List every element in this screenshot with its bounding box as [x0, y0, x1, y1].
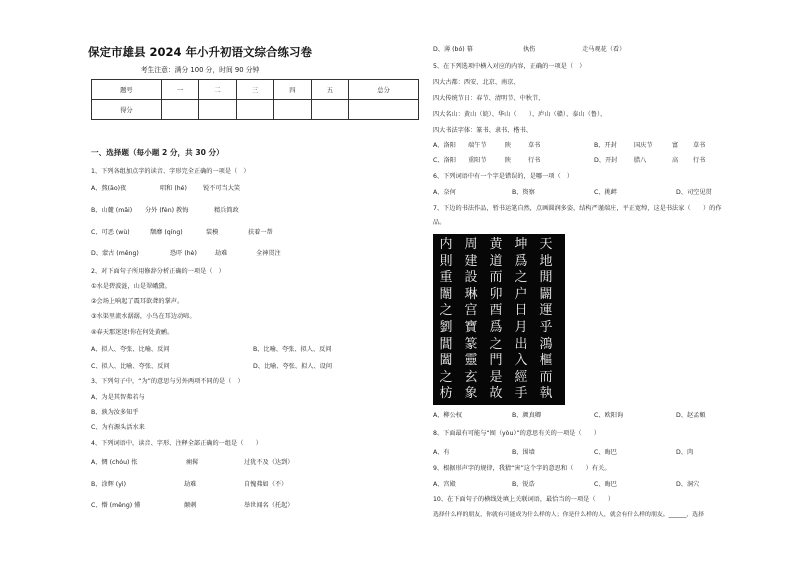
table-cell: 四	[274, 80, 311, 100]
q2-option-c[interactable]: C、拟人、比喻、夸张、反问	[91, 363, 170, 370]
calligraphy-character: 門	[489, 353, 503, 369]
q7-option-b[interactable]: B、颜真卿	[512, 412, 541, 419]
question-8-stem: 8、下面最有可能与“囿（yòu）”的意思有关的一项是（ ）	[433, 430, 601, 437]
q2-option-a[interactable]: A、拟人、夸张、比喻、反问	[91, 346, 170, 353]
exam-notice: 考生注意：满分 100 分，时间 90 分钟	[140, 66, 260, 74]
calligraphy-character: 入	[514, 353, 528, 369]
calligraphy-character: 重	[439, 270, 453, 286]
calligraphy-character: 内	[439, 237, 453, 252]
question-3-stem: 3、下列句子中，“为”的意思与另外两项不同的是（ ）	[91, 378, 244, 385]
calligraphy-character: 手	[514, 386, 528, 402]
score-cell[interactable]	[274, 100, 311, 120]
question-2-stem: 2、对下面句子所用修辞分析正确的一项是（ ）	[91, 268, 225, 275]
calligraphy-character: 鴻	[539, 336, 553, 352]
calligraphy-character: 月	[514, 320, 528, 335]
page-title: 保定市雄县 2024 年小升初语文综合练习卷	[87, 45, 312, 59]
q2-sentence: ②会场上响起了震耳欲聋的掌声。	[91, 298, 184, 305]
q2-option-d[interactable]: D、比喻、夸张、拟人、设问	[253, 363, 333, 370]
q8-option-b[interactable]: B、围墙	[512, 449, 535, 456]
q3-option-b[interactable]: B、孰为汝多知乎	[91, 409, 139, 416]
table-cell: 一	[161, 80, 198, 100]
calligraphy-character: 之	[489, 336, 503, 352]
q5-option-c-part: 重阳节	[468, 157, 487, 164]
q1-option-a-part: 锐不可当大笑	[203, 185, 241, 192]
table-cell: 题号	[92, 80, 162, 100]
q9-option-b[interactable]: B、锐诰	[512, 481, 535, 488]
calligraphy-character: 酉	[489, 303, 503, 319]
q1-option-c[interactable]: C、可恶 (wù)	[91, 229, 130, 236]
q5-option-a[interactable]: A、洛阳	[433, 142, 456, 149]
calligraphy-character: 坤	[514, 237, 528, 252]
calligraphy-character: 爲	[489, 320, 503, 335]
q8-option-c[interactable]: C、晦巴	[594, 449, 617, 456]
q4-option-a-part: 过犹不及（达到）	[244, 459, 294, 466]
calligraphy-character: 故	[489, 386, 503, 402]
calligraphy-character: 枋	[439, 386, 453, 402]
q1-option-d-part: 恐吓 (hè)	[170, 250, 197, 257]
calligraphy-character: 閶	[439, 336, 453, 352]
q5-option-a-part: 端午节	[468, 142, 487, 149]
calligraphy-character: 而	[539, 369, 553, 385]
q5-option-b-part: 富	[672, 142, 679, 149]
calligraphy-character: 經	[514, 369, 528, 385]
q4-option-b-part: 自愧弗如（不）	[244, 481, 288, 488]
calligraphy-character: 地	[539, 253, 553, 269]
q4-option-a-part: 痈髯	[186, 459, 199, 466]
q7-option-d[interactable]: D、赵孟頫	[676, 412, 706, 419]
calligraphy-character: 之	[439, 369, 453, 385]
q9-option-a[interactable]: A、宫殿	[433, 481, 456, 488]
q1-option-a[interactable]: A、熬(āo)夜	[91, 185, 127, 192]
table-cell: 三	[236, 80, 273, 100]
calligraphy-character: 之	[514, 270, 528, 286]
q5-line: 四大书法字体：篆书、隶书、楷书、	[433, 127, 532, 134]
q3-option-c[interactable]: C、为有源头活水来	[91, 424, 145, 431]
q5-option-a-part: 草书	[528, 142, 541, 149]
q5-option-c[interactable]: C、洛阳	[433, 157, 456, 164]
calligraphy-character: 琳	[464, 286, 478, 302]
q1-option-c-part: 扶着一帮	[248, 229, 273, 236]
q2-sentence: ①水是碧波涟，山是翠峨黛。	[91, 283, 171, 290]
q1-option-b-part: 分外 (fèn) 教悔	[145, 207, 189, 214]
score-table-header-row	[92, 80, 419, 100]
calligraphy-character: 則	[439, 253, 453, 269]
q5-line: 四大传统节日：春节、清明节、中秋节、	[433, 95, 545, 102]
q4-option-b[interactable]: B、涂辉 (yì)	[91, 481, 126, 488]
q1-option-d-part: 全神贯注	[256, 250, 281, 257]
calligraphy-character: 靈	[464, 353, 478, 369]
calligraphy-character: 執	[539, 386, 553, 402]
calligraphy-character: 劉	[439, 320, 453, 335]
q5-option-b-part: 国庆节	[634, 142, 653, 149]
q1-option-d[interactable]: D、蒙古 (měng)	[91, 250, 139, 257]
q7-option-c[interactable]: C、欧阳询	[594, 412, 624, 419]
q2-sentence: ③水渠里流水潺潺，小鸟在耳边动啼。	[91, 313, 196, 320]
calligraphy-character: 玄	[464, 369, 478, 385]
calligraphy-character: 象	[464, 386, 478, 402]
q5-option-d[interactable]: D、开封	[594, 157, 618, 164]
question-7-stem: 7、下边的书法作品，暂书运笔自然，点画圆润多姿，结构严谨端庄，平正宽绰，这是书法家（ ）的作	[433, 205, 722, 212]
calligraphy-character: 是	[489, 369, 503, 385]
q4-option-c-part: 举世闻名（托起）	[244, 502, 294, 509]
calligraphy-character: 黄	[489, 237, 503, 252]
q7-option-a[interactable]: A、柳公权	[433, 412, 462, 419]
calligraphy-character: 之	[439, 303, 453, 319]
calligraphy-character: 周	[464, 237, 478, 252]
calligraphy-character: 卯	[489, 286, 503, 302]
calligraphy-character: 道	[489, 253, 503, 269]
q6-option-b[interactable]: B、资察	[512, 189, 535, 196]
q9-option-d[interactable]: D、洞穴	[676, 481, 700, 488]
q4-option-c[interactable]: C、懵 (měng) 懂	[91, 502, 141, 509]
calligraphy-character: 樞	[539, 353, 553, 369]
q6-option-a[interactable]: A、奈何	[433, 189, 456, 196]
q4-option-a[interactable]: A、惆 (chóu) 怅	[91, 459, 138, 466]
q1-option-a-part: 唱和 (hé)	[160, 185, 187, 192]
score-cell[interactable]	[311, 100, 348, 120]
question-5-stem: 5、在下列选项中横入对应的内容，正确的一项是（ ）	[433, 63, 586, 70]
q1-option-c-part: 颓靡 (qíng)	[150, 229, 183, 236]
q5-option-b[interactable]: B、开封	[594, 142, 617, 149]
q1-option-b-part: 精兵简政	[214, 207, 239, 214]
q3-option-a[interactable]: A、为是其智弗若与	[91, 394, 145, 401]
q4-option-d-part: 走马观花（看）	[582, 46, 626, 53]
calligraphy-character: 天	[539, 237, 553, 252]
question-1-stem: 1、下列各组加点字的读音、字形完全正确的一项是（ ）	[91, 168, 250, 175]
question-6-stem: 6、下列词语中有一个字是错误的，是哪一项（ ）	[433, 173, 574, 180]
q1-option-b[interactable]: B、山麓 (mǎi)	[91, 207, 133, 214]
question-7-stem-cont: 品。	[433, 219, 446, 226]
section-heading: 一、选择题（每小题 2 分，共 30 分）	[91, 148, 224, 157]
calligraphy-character: 而	[489, 270, 503, 286]
calligraphy-character: 闢	[539, 286, 553, 302]
score-cell[interactable]	[161, 100, 198, 120]
calligraphy-character: 乎	[539, 320, 553, 335]
question-9-stem: 9、根据形声字的规律，我猜“害”这个字的意思和（ ）有关。	[433, 465, 611, 472]
calligraphy-character: 設	[464, 270, 478, 286]
q1-option-c-part: 装模	[206, 229, 219, 236]
question-10-text: 选择什么样的朋友，你就有可能成为什么样的人；你是什么样的人，就会有什么样的朋友。______，选择	[433, 512, 704, 518]
calligraphy-character: 闈	[439, 286, 453, 302]
q2-option-b[interactable]: B、比喻、夸张、拟人、反问	[253, 346, 332, 353]
calligraphy-character: 户	[514, 286, 528, 302]
score-table-score-row	[92, 100, 419, 120]
q1-option-d-part: 劫难	[215, 250, 228, 257]
calligraphy-character: 爲	[514, 253, 528, 269]
q6-option-c[interactable]: C、挑衅	[594, 189, 617, 196]
score-cell[interactable]	[199, 100, 236, 120]
calligraphy-character: 運	[539, 303, 553, 319]
q5-line: 四大古都：西安、北京、南京、	[433, 79, 520, 86]
q2-sentence: ④春天那迷迷!你在何处黄鹂。	[91, 329, 174, 336]
q5-option-d-part: 行书	[693, 157, 706, 164]
table-cell: 得分	[92, 100, 162, 120]
q5-line: 四大名山：黄山（皖）、华山（ ）、庐山（赣）、泰山（鲁）、	[433, 111, 607, 118]
q8-option-a[interactable]: A、有	[433, 449, 450, 456]
question-10-stem: 10、在下面句子的横线处填上关联词语，最恰当的一项是（ ）	[433, 496, 615, 503]
table-cell: 二	[199, 80, 236, 100]
calligraphy-character: 宫	[464, 303, 478, 319]
calligraphy-character: 闔	[439, 353, 453, 369]
table-cell: 五	[311, 80, 348, 100]
q5-option-c-part: 行书	[528, 157, 541, 164]
calligraphy-character: 寶	[464, 320, 478, 335]
score-cell[interactable]	[349, 100, 419, 120]
q4-option-c-part: 颠刺	[184, 502, 197, 509]
q4-option-d-part: 执伤	[523, 46, 536, 53]
question-4-stem: 4、下列词语中，读音、字形、注释全部正确的一组是（ ）	[91, 440, 262, 447]
q9-option-c[interactable]: C、晦巴	[594, 481, 617, 488]
q5-option-c-part: 陕	[505, 157, 512, 164]
q5-option-b-part: 草书	[693, 142, 706, 149]
q8-option-d[interactable]: D、肉	[676, 449, 694, 456]
calligraphy-character: 日	[514, 303, 528, 319]
q5-option-d-part: 高	[672, 157, 679, 164]
q5-option-a-part: 陕	[505, 142, 512, 149]
calligraphy-image	[433, 234, 565, 405]
q4-option-b-part: 劫难	[184, 481, 197, 488]
q5-option-d-part: 腊八	[634, 157, 647, 164]
calligraphy-character: 篆	[464, 336, 478, 352]
calligraphy-character: 閒	[539, 270, 553, 286]
table-cell: 总分	[349, 80, 419, 100]
score-table	[91, 79, 419, 120]
calligraphy-character: 建	[464, 253, 478, 269]
calligraphy-character: 出	[514, 336, 528, 352]
q6-option-d[interactable]: D、司空见贯	[676, 189, 712, 196]
q4-option-d[interactable]: D、薄 (bó) 幕	[433, 46, 473, 53]
score-cell[interactable]	[236, 100, 273, 120]
